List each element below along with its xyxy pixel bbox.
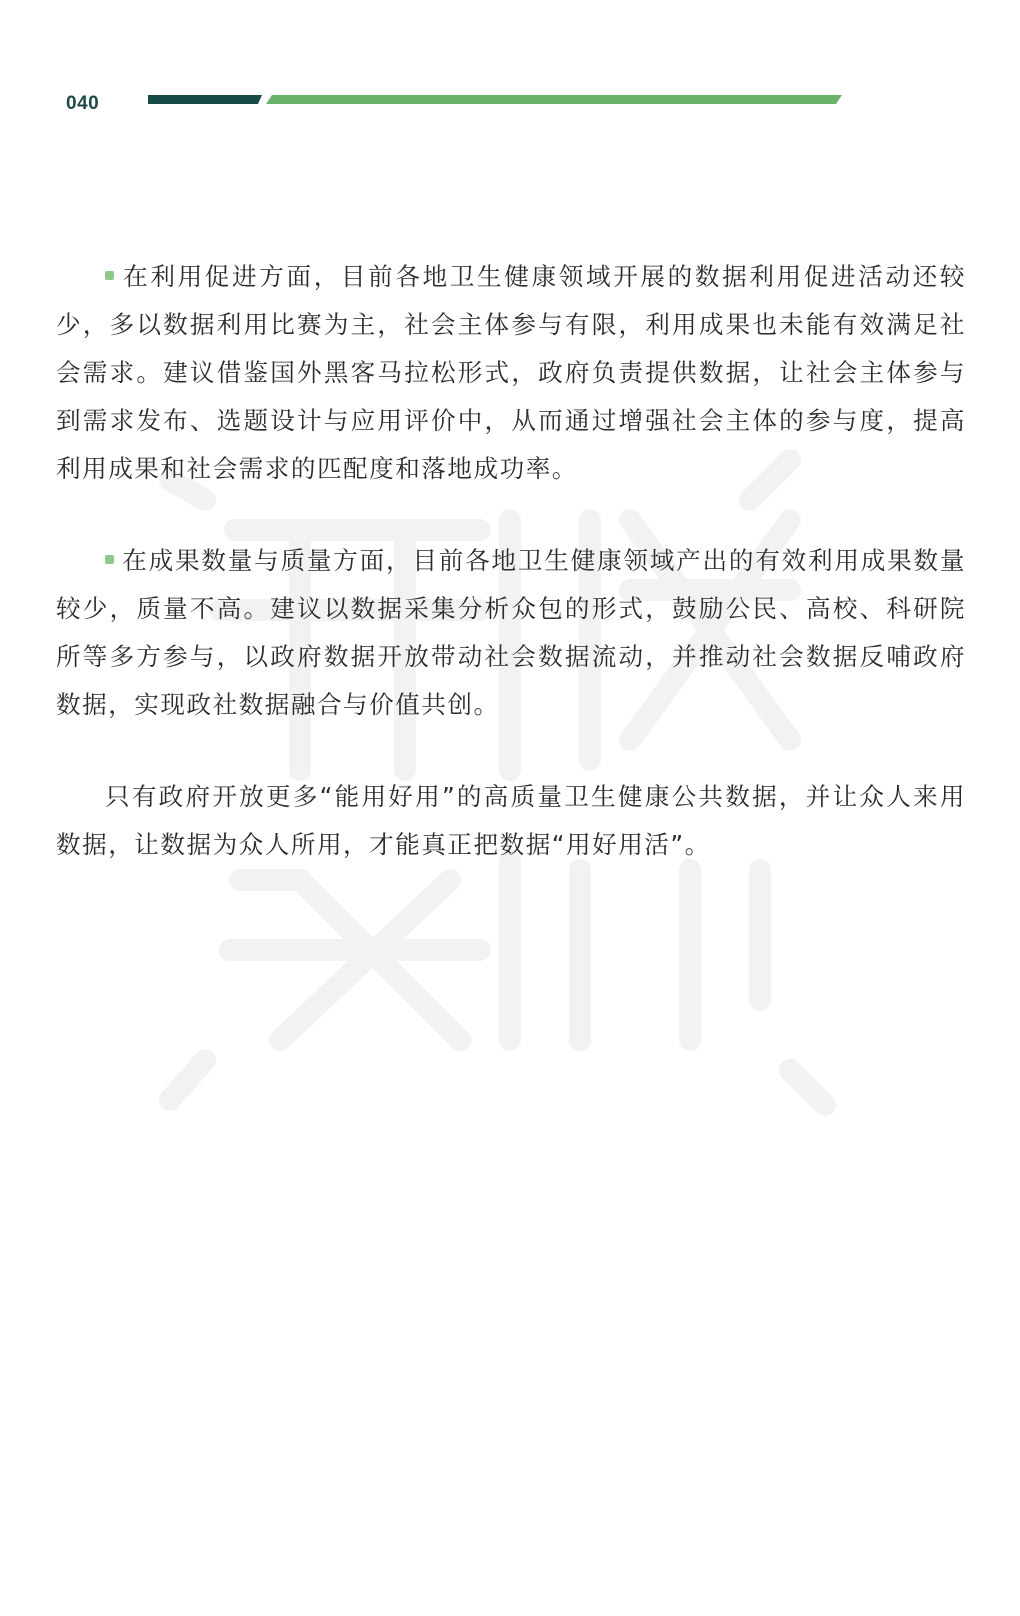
paragraph-text: 在利用促进方面，目前各地卫生健康领域开展的数据利用促进活动还较少，多以数据利用比赛为主，社会主体参与有限，利用成果也未能有效满足社会需求。建议借鉴国外黑客马拉松形式，政府负责提供数据，让社会主体参与到需求发布、选题设计与应用评价中，从而通过增强社会主体的参与度，提高利用成果和社会需求的匹配度和落地成功率。 [56, 262, 966, 483]
paragraph-text: 在成果数量与质量方面，目前各地卫生健康领域产出的有效利用成果数量较少，质量不高。建议以数据采集分析众包的形式，鼓励公民、高校、科研院所等多方参与，以政府数据开放带动社会数据流动，并推动社会数据反哺政府数据，实现政社数据融合与价值共创。 [56, 546, 966, 719]
paragraph-text: 只有政府开放更多“能用好用”的高质量卫生健康公共数据，并让众人来用数据，让数据为众人所用，才能真正把数据“用好用活”。 [56, 782, 966, 859]
header-bar-green [266, 95, 842, 104]
paragraph-conclusion [56, 773, 966, 869]
header-decoration-bars [0, 0, 1020, 130]
page-header [0, 0, 1020, 130]
bullet-square-icon [105, 271, 114, 280]
paragraph-results-quantity-quality [56, 537, 966, 729]
paragraph-utilization-promotion [56, 253, 966, 493]
main-content [56, 253, 966, 913]
header-bar-dark [148, 95, 262, 104]
bullet-square-icon [105, 555, 114, 564]
page-number: 040 [66, 93, 100, 114]
